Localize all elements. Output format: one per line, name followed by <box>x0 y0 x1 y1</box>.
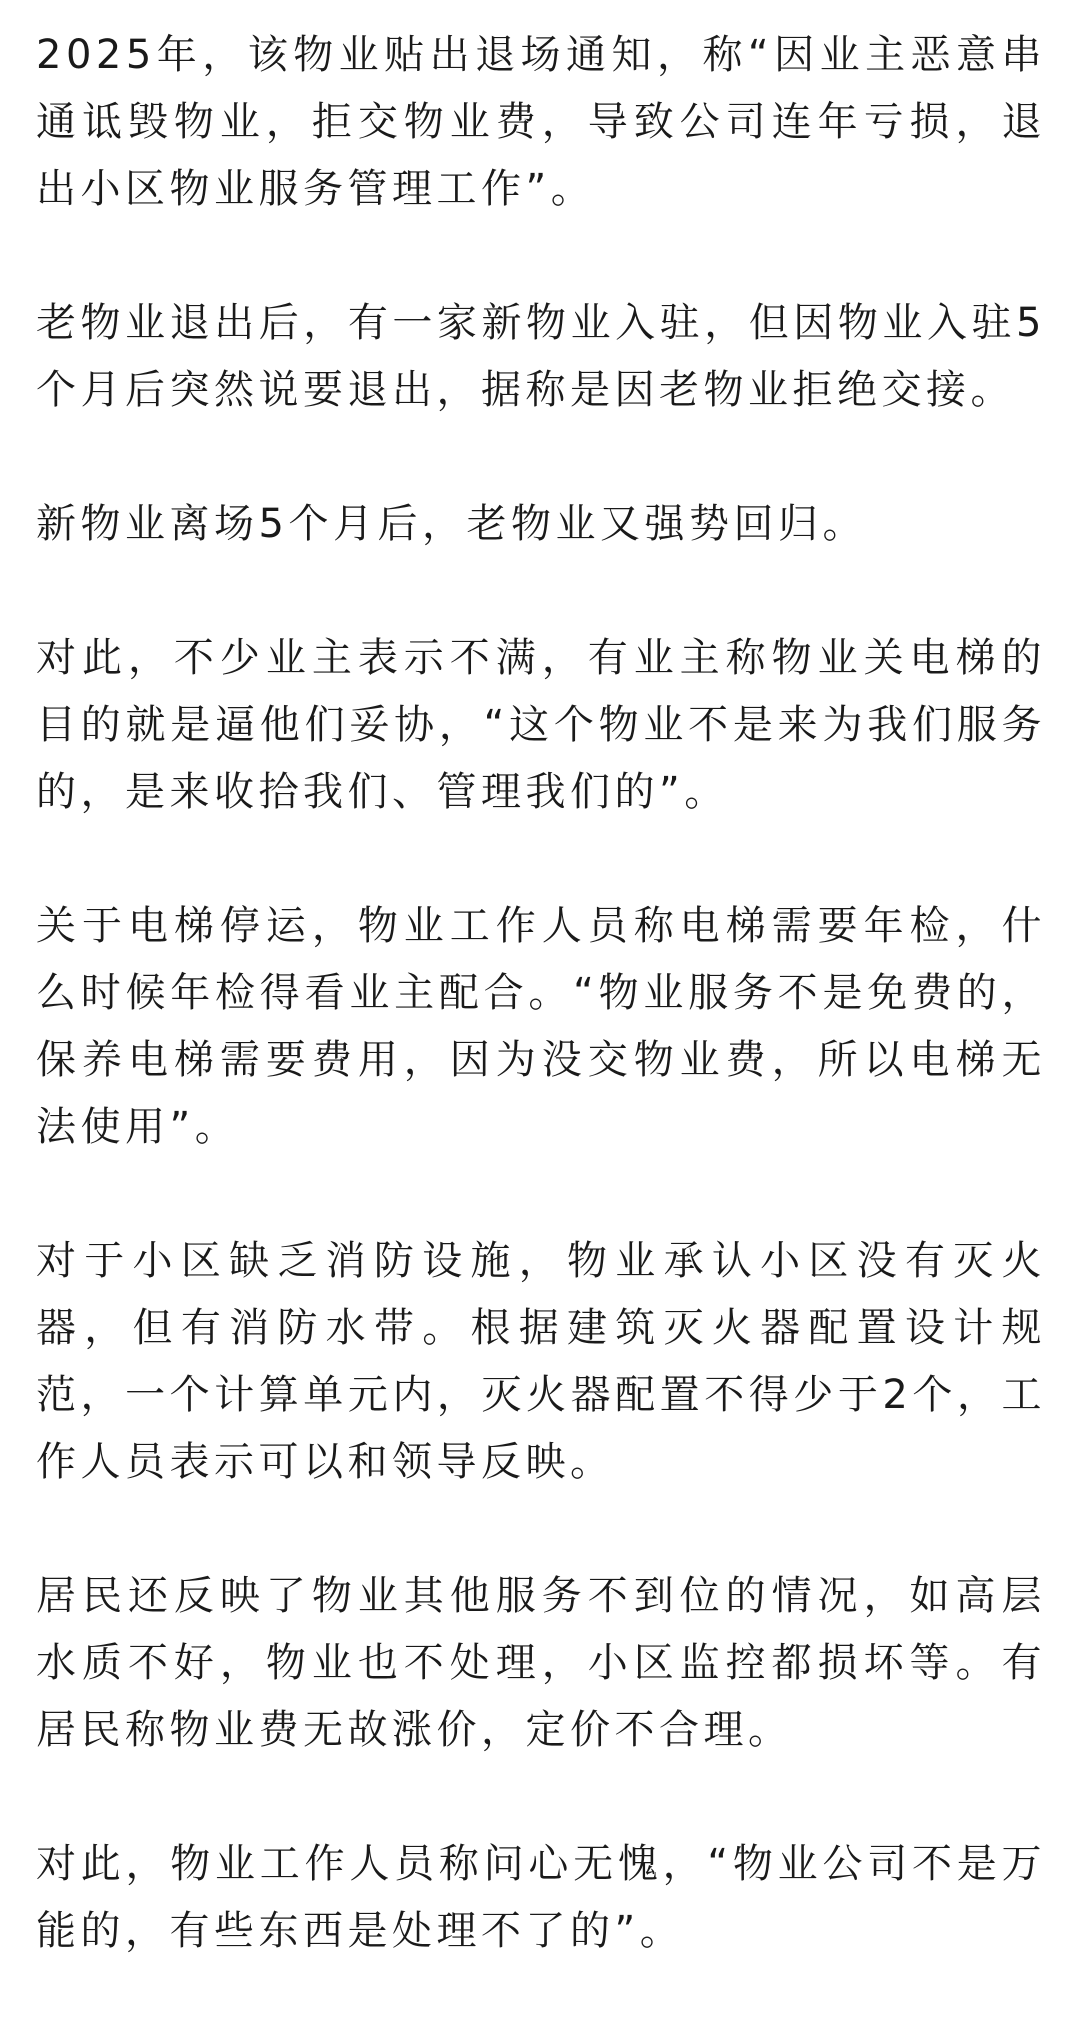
paragraph-other-services: 居民还反映了物业其他服务不到位的情况，如高层水质不好，物业也不处理，小区监控都损坏等。有居民称物业费无故涨价，定价不合理。 <box>36 1573 1046 1753</box>
paragraph-old-returns: 新物业离场5个月后，老物业又强势回归。 <box>36 501 867 547</box>
paragraph-new-property: 老物业退出后，有一家新物业入驻，但因物业入驻5个月后突然说要退出，据称是因老物业拒绝交接。 <box>36 300 1046 413</box>
paragraph-fire-safety: 对于小区缺乏消防设施，物业承认小区没有灭火器，但有消防水带。根据建筑灭火器配置设计规范，一个计算单元内，灭火器配置不得少于2个，工作人员表示可以和领导反映。 <box>36 1238 1046 1485</box>
paragraph-elevator-stoppage: 关于电梯停运，物业工作人员称电梯需要年检，什么时候年检得看业主配合。“物业服务不是免费的，保养电梯需要费用，因为没交物业费，所以电梯无法使用”。 <box>36 903 1046 1150</box>
article-body <box>36 22 1046 1965</box>
paragraph-exit-notice: 2025年，该物业贴出退场通知，称“因业主恶意串通诋毁物业，拒交物业费，导致公司连年亏损，退出小区物业服务管理工作”。 <box>36 32 1046 212</box>
paragraph-staff-response: 对此，物业工作人员称问心无愧，“物业公司不是万能的，有些东西是处理不了的”。 <box>36 1841 1046 1954</box>
paragraph-owner-complaints: 对此，不少业主表示不满，有业主称物业关电梯的目的就是逼他们妥协，“这个物业不是来为我们服务的，是来收拾我们、管理我们的”。 <box>36 635 1046 815</box>
